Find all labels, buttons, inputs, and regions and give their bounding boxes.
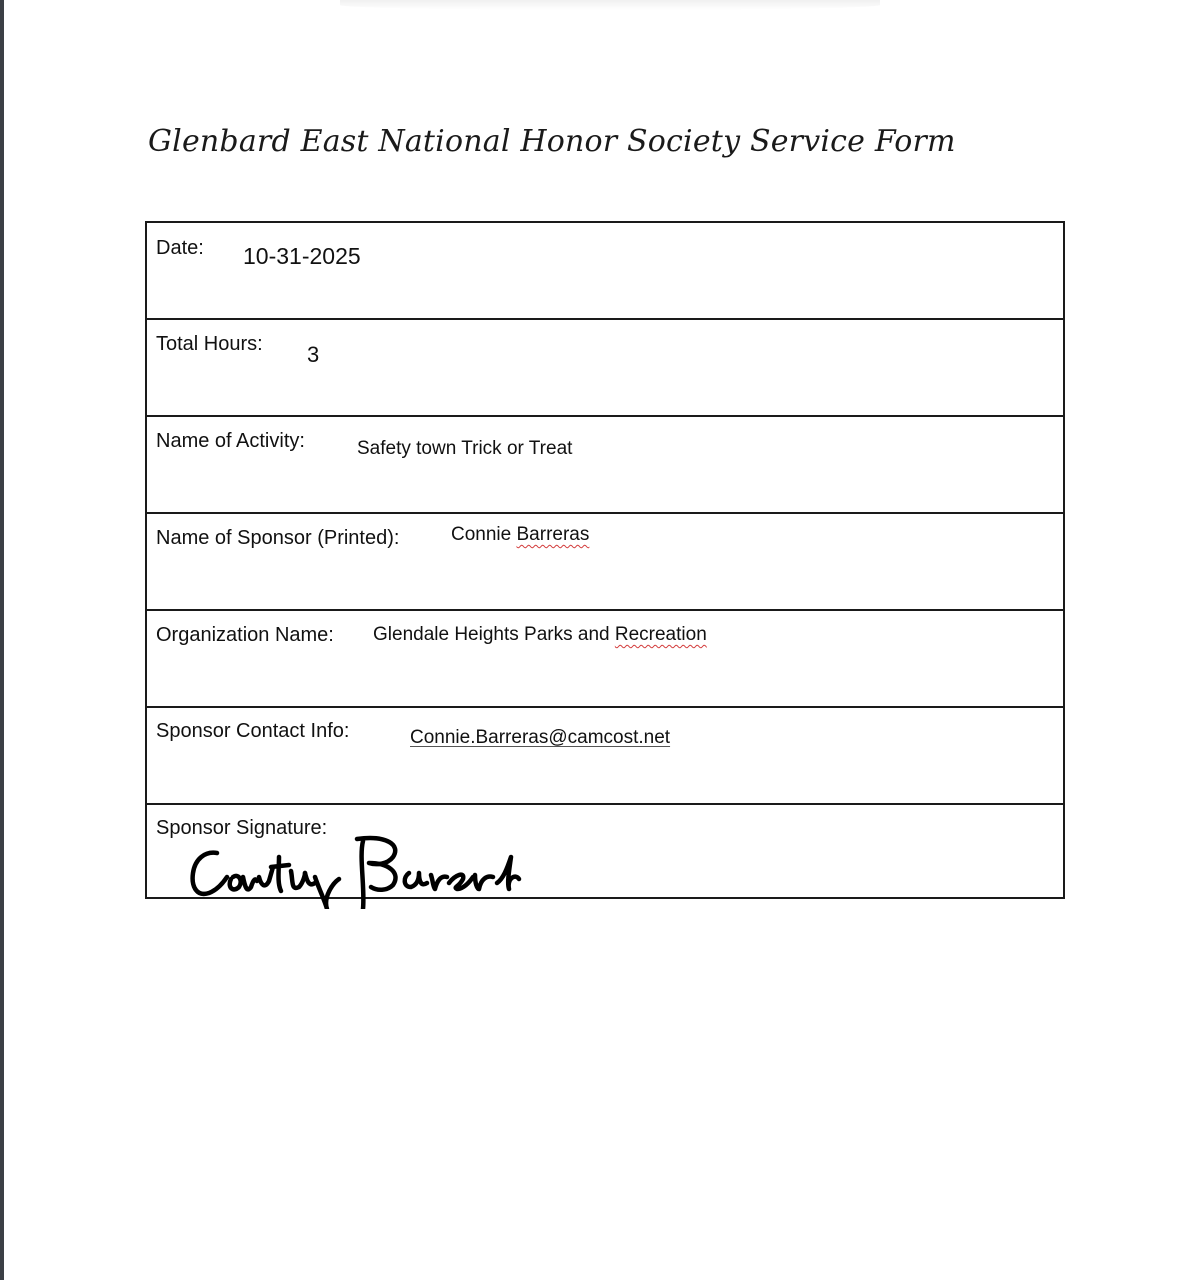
organization-row [147,611,1063,708]
organization-main-text: Glendale Heights Parks and [373,624,610,645]
organization-value[interactable] [373,624,707,646]
organization-label: Organization Name: [156,624,334,646]
sponsor-last-name: Barreras [516,524,590,545]
form-title: Glenbard East National Honor Society Service Form [148,124,956,159]
contact-row [147,708,1063,805]
sponsor-first-name: Connie [451,524,512,545]
contact-email-link[interactable]: Connie.Barreras@camcost.net [410,727,671,748]
date-value[interactable]: 10-31-2025 [243,243,361,269]
sponsor-name-value[interactable] [451,524,589,546]
sponsor-name-label: Name of Sponsor (Printed): [156,527,400,549]
handwritten-signature[interactable] [187,817,617,909]
activity-row [147,417,1063,514]
signature-label: Sponsor Signature: [156,817,328,839]
activity-label: Name of Activity: [156,430,305,452]
contact-label: Sponsor Contact Info: [156,720,350,742]
sponsor-name-row [147,514,1063,611]
service-form-table [145,221,1065,899]
total-hours-value[interactable]: 3 [307,342,320,367]
toolbar-shadow [340,0,880,10]
total-hours-label: Total Hours: [156,333,263,355]
date-row [147,223,1063,320]
organization-flagged-word: Recreation [614,624,707,645]
signature-row [147,805,1063,902]
date-label: Date: [156,237,204,259]
window-edge [0,0,4,1280]
activity-value[interactable]: Safety town Trick or Treat [357,438,573,459]
total-hours-row [147,320,1063,417]
